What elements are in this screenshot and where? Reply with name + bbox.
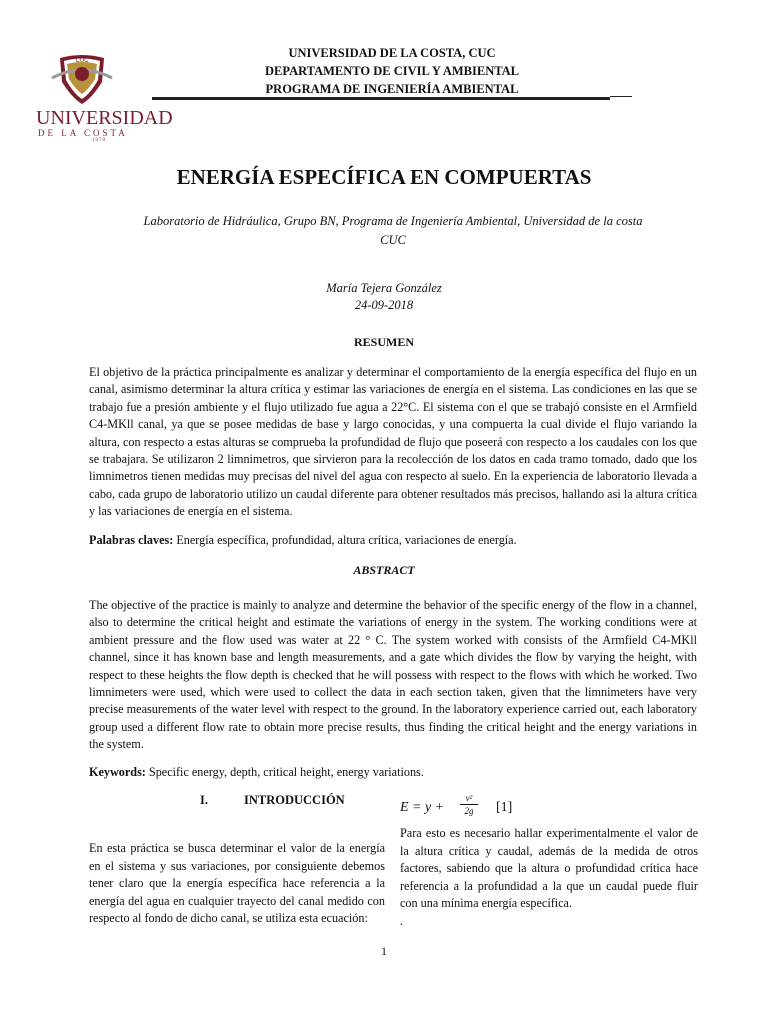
paper-date: 24-09-2018	[354, 298, 414, 312]
abstract-text: The objective of the practice is mainly to analyze and determine the behavior of the specific energy of the flow in a channel, also to determine the critical height and estimate the variations of energy in the system. The working conditions were at ambient pressure and the flow used was water at 22 ° C. The system worked with consists of the Armfield C4-MKll channel, since it has known base and length measurements, and a gate which divides the flow by varying the height, with respect to these heights the flow depth is checked that he will possess with respect to the flows with which he worked. Two limnimeters were used, which were used to collect the data in each section taken, given that the limnimeters have very precise measurements of the water level with respect to the ground. In the laboratory experience carried out, each laboratory group used a different flow rate to obtain more precise results, thus finding the critical height and the energy variations in the system.	[89, 598, 697, 752]
institution-header	[152, 44, 632, 98]
page-number: 1	[381, 944, 387, 958]
intro-right-text: Para esto es necesario hallar experimentalmente el valor de la altura crítica y caudal, además de la medida de otros factores, sabiendo que la altura o profundidad crítica hace referencia a la profundidad a la que un caudal puede fluir con una mínima energía específica.	[400, 826, 698, 911]
fraction-denominator: 2g	[464, 806, 474, 816]
keywords-values: Energía específica, profundidad, altura crítica, variaciones de energía.	[173, 533, 517, 547]
affiliation: Laboratorio de Hidráulica, Grupo BN, Programa de Ingeniería Ambiental, Universidad de la costa CUC	[143, 214, 643, 247]
university-logo	[32, 52, 173, 143]
intro-right-dot: .	[400, 913, 404, 928]
author-name: María Tejera González	[326, 281, 442, 295]
header-line-university: UNIVERSIDAD DE LA COSTA, CUC	[288, 46, 496, 60]
intro-left-column: En esta práctica se busca determinar el valor de la energía en el sistema y sus variaciones, por consiguiente debemos tener claro que la energía específica hace referencia a la energía del agua en cualquier trayecto del canal medido con respecto al fondo de dicho canal, se utiliza esta ecuación:	[89, 841, 385, 926]
equation-lhs: E = y +	[400, 800, 445, 815]
header-divider-tail	[610, 96, 632, 97]
equation-fraction	[460, 793, 478, 816]
keywords-label: Keywords:	[89, 765, 146, 779]
header-divider	[152, 97, 610, 100]
section-number: I.	[200, 793, 208, 807]
fraction-numerator: v²	[465, 793, 473, 803]
intro-right-column	[400, 825, 698, 931]
keywords-values: Specific energy, depth, critical height, energy variations.	[145, 765, 424, 779]
logo-name-line2: DE LA COSTA	[38, 128, 128, 138]
paper-title: ENERGÍA ESPECÍFICA EN COMPUERTAS	[176, 165, 592, 189]
logo-badge-text: CUC	[75, 58, 89, 64]
resumen-text: El objetivo de la práctica principalmente es analizar y determinar el comportamiento de la energía específica del flujo en un canal, asimismo determinar la altura crítica y estimar las variaciones de energía en el sistema. Las condiciones en las que se trabajo fue a presión ambiente y el flujo utilizado fue agua a 22°C. El sistema con el que se trabajó consiste en el Armfield C4-MKll canal, ya que se posee medidas de base y largo conocidas, y una compuerta la cual divide el flujo variando la altura, con respecto a estas alturas se comprueba la profundidad de flujo que poseerá con respecto a los caudales con los que se trabajara. Se utilizaron 2 limnimetros, que sirvieron para la recolección de los datos en cada tramo tomado, dado que los limnimetros tienen medidas muy precisas del nivel del agua con respecto al suelo. En la experiencia de laboratorio llevada a cabo, cada grupo de laboratorio utilizo un caudal diferente para obtener resultados más precisos, hallando asi la altura crítica y las variaciones de energía en el sistema.	[89, 365, 697, 519]
abstract-keywords	[89, 764, 697, 781]
section-heading-introduction	[200, 793, 345, 808]
section-title: INTRODUCCIÓN	[244, 793, 345, 807]
author-block	[0, 280, 768, 314]
logo-year: 1970	[92, 138, 106, 143]
abstract-heading: ABSTRACT	[353, 563, 415, 577]
equation-reference: [1]	[496, 800, 513, 815]
resumen-keywords	[89, 532, 697, 549]
shield-emblem-icon	[32, 52, 132, 108]
header-line-program: PROGRAMA DE INGENIERÍA AMBIENTAL	[265, 82, 519, 96]
header-line-department: DEPARTAMENTO DE CIVIL Y AMBIENTAL	[265, 64, 519, 78]
resumen-heading: RESUMEN	[353, 335, 414, 349]
logo-name-line1: UNIVERSIDAD	[36, 107, 173, 129]
keywords-label: Palabras claves:	[89, 533, 174, 547]
